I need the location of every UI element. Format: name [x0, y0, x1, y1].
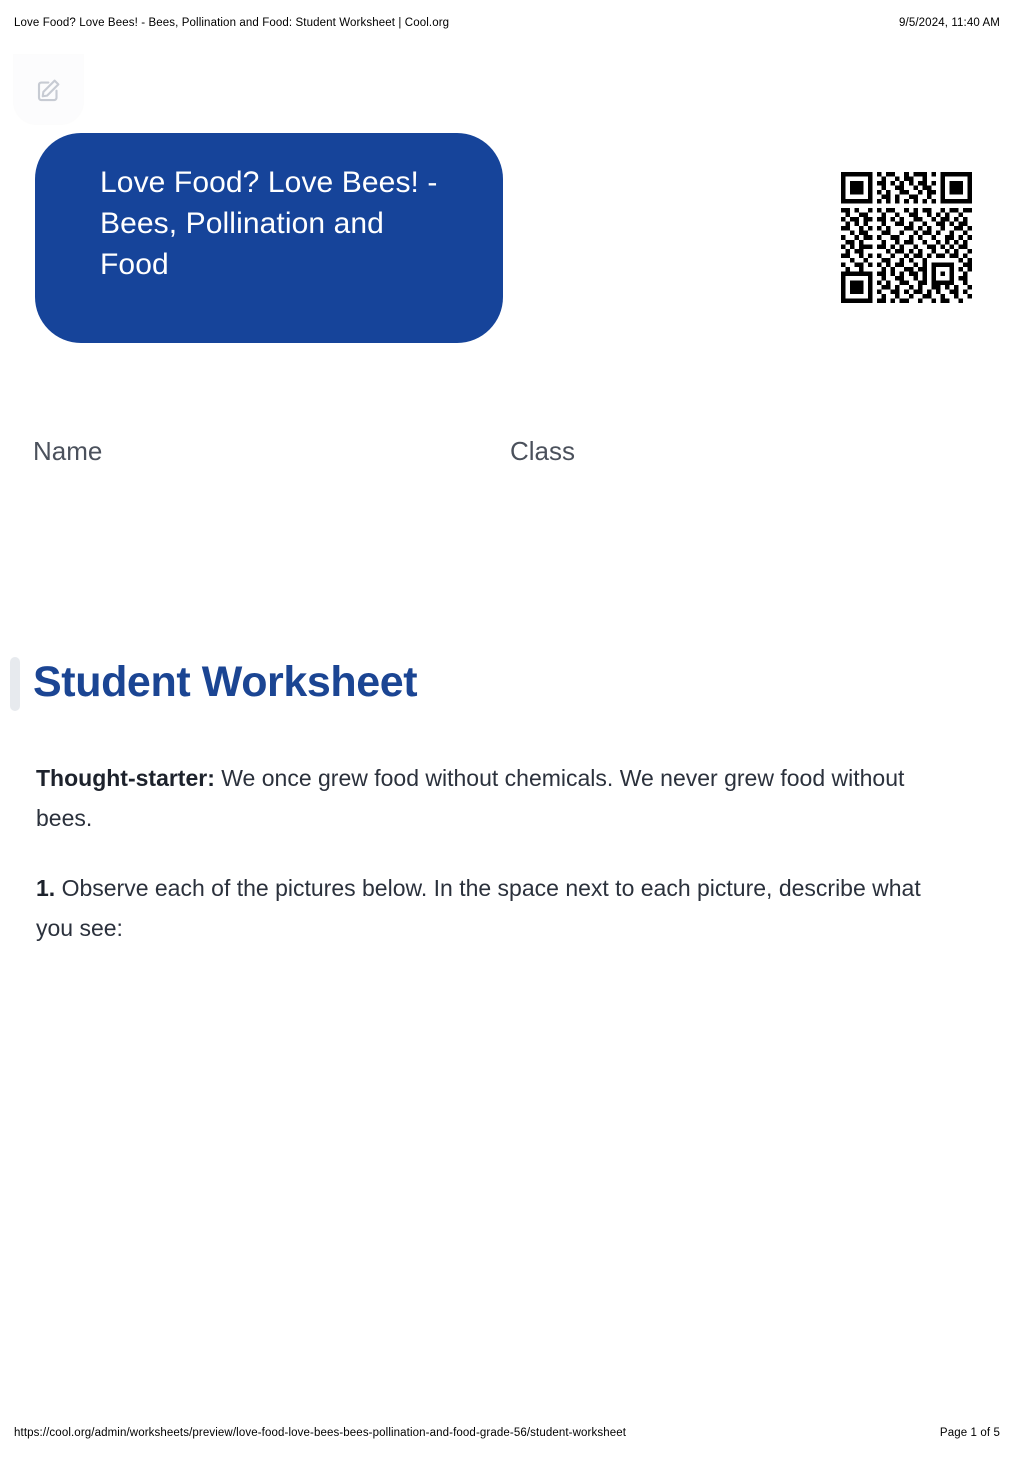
print-header-date: 9/5/2024, 11:40 AM: [899, 17, 1000, 29]
question-1-text: Observe each of the pictures below. In the space next to each picture, describe what you see:: [36, 875, 921, 941]
question-1-paragraph: [36, 868, 956, 948]
worksheet-page: [0, 46, 1014, 1390]
print-footer-page-number: Page 1 of 5: [939, 1427, 1000, 1439]
heading-accent-bar: [10, 657, 20, 711]
worksheet-content: [36, 758, 956, 978]
edit-pencil-square-icon: [34, 75, 64, 105]
class-field-label: Class: [510, 436, 576, 466]
name-field-label: Name: [33, 436, 103, 466]
thought-starter-paragraph: [36, 758, 956, 838]
print-footer-url: https://cool.org/admin/worksheets/preview/love-food-love-bees-bees-pollination-and-food-grade-56/student-worksheet: [14, 1427, 627, 1439]
worksheet-title-text: Love Food? Love Bees! - Bees, Pollination and Food: [100, 166, 438, 281]
qr-code-icon: [841, 172, 972, 303]
edit-worksheet-button[interactable]: [14, 55, 83, 124]
student-info-row: [33, 436, 973, 476]
print-footer: [0, 1390, 1014, 1476]
page-title: Student Worksheet: [33, 658, 418, 706]
thought-starter-label: Thought-starter:: [36, 765, 215, 791]
worksheet-title-badge: [35, 133, 503, 343]
section-heading-block: [0, 651, 980, 715]
print-header: [0, 0, 1014, 46]
question-1-number: 1.: [36, 875, 56, 901]
print-header-title: Love Food? Love Bees! - Bees, Pollination and Food: Student Worksheet | Cool.org: [14, 17, 450, 29]
thought-starter-text: We once grew food without chemicals. We never grew food without bees.: [36, 765, 905, 831]
